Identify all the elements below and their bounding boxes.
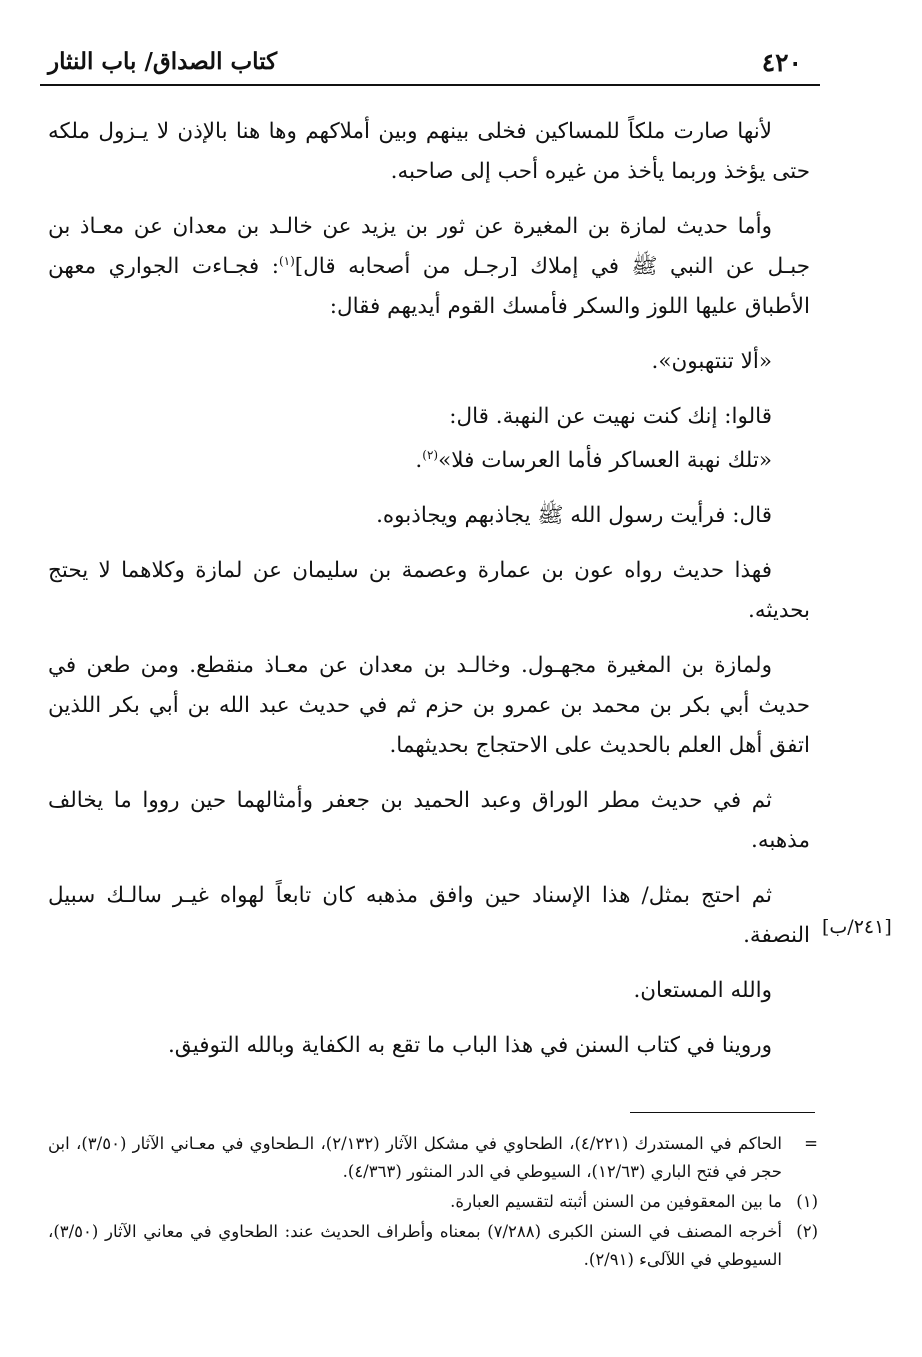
footnote-continuation-marker: = bbox=[804, 1134, 818, 1153]
paragraph-5-end: . bbox=[415, 448, 423, 473]
paragraph-2 bbox=[48, 207, 810, 327]
paragraph-11: والله المستعان. bbox=[633, 978, 772, 1003]
main-text bbox=[48, 112, 810, 1081]
page-number: ٤٢٠ bbox=[761, 48, 802, 77]
paragraph-12: وروينا في كتاب السنن في هذا الباب ما تقع به الكفاية وبالله التوفيق. bbox=[167, 1033, 772, 1058]
footnote-continuation-text: الحاكم في المستدرك (٤/٢٢١)، الطحاوي في مشكل الآثار (٢/١٣٢)، الـطحاوي في معـاني الآثار (٣/٥٠)، ابن حجر في فتح الباري (١٢/٦٣)، السيوطي في الدر المنثور (٤/٣٦٣). bbox=[48, 1134, 783, 1181]
paragraph-9: ثم في حديث مطر الوراق وعبد الحميد بن جعفر وأمثالهما حين رووا ما يخالف مذهبه. bbox=[48, 788, 810, 853]
footnote-2-text: أخرجه المصنف في السنن الكبرى (٧/٢٨٨) بمعناه وأطراف الحديث عند: الطحاوي في معاني الآثار (٣/٥٠)، السيوطي في اللآلىء (٢/٩١). bbox=[48, 1222, 782, 1269]
paragraph-5 bbox=[48, 441, 810, 481]
paragraph-7: فهذا حديث رواه عون بن عمارة وعصمة بن سليمان عن لمازة وكلاهما لا يحتج بحديثه. bbox=[48, 558, 810, 623]
paragraph-3: «ألا تنتهبون». bbox=[651, 349, 772, 374]
paragraph-5-text: «تلك نهبة العساكر فأما العرسات فلا» bbox=[438, 448, 772, 473]
footnote-ref-2[interactable]: (٢) bbox=[422, 447, 439, 462]
paragraph-8: ولمازة بن المغيرة مجهـول. وخالـد بن معدان عن معـاذ منقطع. ومن طعن في حديث أبي بكر بن محمد بن عمرو بن حزم ثم في حديث عبد الله بن أبي بكر اللذين اتفق أهل العلم بالحديث على الاحتجاج بحديثهما. bbox=[48, 653, 810, 758]
footnote-ref-1[interactable]: (١) bbox=[278, 253, 295, 268]
footnote-continuation bbox=[48, 1130, 818, 1186]
footnotes bbox=[48, 1130, 818, 1276]
paragraph-6: قال: فرأيت رسول الله ﷺ يجاذبهم ويجاذبوه. bbox=[376, 503, 772, 528]
manuscript-folio-note: [٢٤١/ب] bbox=[822, 916, 892, 938]
footnote-2 bbox=[48, 1218, 818, 1274]
footnote-1 bbox=[48, 1188, 818, 1216]
footnote-1-marker: (١) bbox=[796, 1192, 818, 1211]
paragraph-2-rest: : فجـاءت الجواري معهن الأطباق عليها اللوز والسكر فأمسك القوم أيديهم فقال: bbox=[48, 254, 810, 319]
page-header bbox=[40, 42, 820, 82]
paragraph-2-text: وأما حديث لمازة بن المغيرة عن ثور بن يزيد عن خالـد بن معدان عن معـاذ بن جبـل عن النبي ﷺ في إملاك [رجـل من أصحابه قال] bbox=[48, 214, 810, 279]
paragraph-4: قالوا: إنك كنت نهيت عن النهبة. قال: bbox=[449, 404, 772, 429]
footnote-1-text: ما بين المعقوفين من السنن أثبته لتقسيم العبارة. bbox=[450, 1192, 782, 1211]
running-title: كتاب الصداق/ باب النثار bbox=[48, 48, 278, 75]
footnote-rule bbox=[630, 1112, 815, 1113]
footnote-2-marker: (٢) bbox=[796, 1222, 818, 1241]
header-rule bbox=[40, 84, 820, 86]
paragraph-10: ثم احتج بمثل/ هذا الإسناد حين وافق مذهبه كان تابعاً لهواه غيـر سالـك سبيل النصفة. bbox=[48, 883, 810, 948]
paragraph-1: لأنها صارت ملكاً للمساكين فخلى بينهم وبين أملاكهم وها هنا بالإذن لا يـزول ملكه حتى يؤخذ وربما يأخذ من غيره أحب إلى صاحبه. bbox=[48, 119, 810, 184]
